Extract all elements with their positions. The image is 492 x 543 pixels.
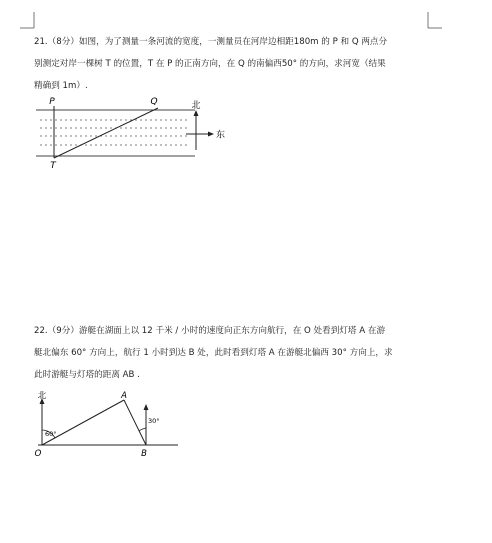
- label-b: B: [141, 449, 147, 459]
- problem-21-river-figure: [30, 94, 270, 174]
- label-o: O: [34, 449, 42, 459]
- compass-east-label: 东: [216, 130, 226, 141]
- segment-ab: [124, 400, 146, 445]
- north-label-o: 北: [37, 391, 47, 401]
- angle-o-label: 60°: [45, 430, 57, 438]
- label-a: A: [121, 391, 127, 401]
- segment-qt: [54, 108, 158, 158]
- compass-rose: [186, 99, 225, 150]
- problem-22-line-3: 此时游艇与灯塔的距离 AB .: [34, 370, 140, 380]
- angle-b-label: 30°: [148, 417, 160, 425]
- label-t: T: [50, 161, 56, 171]
- label-p: P: [49, 97, 55, 107]
- problem-22-lighthouse-figure: [28, 386, 198, 466]
- problem-22-line-2: 艇北偏东 60° 方向上，航行 1 小时到达 B 处，此时看到灯塔 A 在游艇北偏西 30° 方向上，求: [34, 348, 393, 358]
- problem-22-text: [34, 320, 393, 386]
- problem-21-line-1: 21.（8分）如图，为了测量一条河流的宽度，一测量员在河岸边相距180m 的 P 和 Q 两点分: [34, 37, 388, 47]
- problem-22-line-1: 22.（9分）游艇在湖面上以 12 千米 / 小时的速度向正东方向航行，在 O 处看到灯塔 A 在游: [34, 326, 386, 336]
- segment-oa: [42, 400, 124, 445]
- problem-21-text: [34, 31, 387, 97]
- compass-north-label: 北: [191, 101, 201, 111]
- problem-21-line-3: 精确到 1m）.: [34, 81, 88, 91]
- problem-21-line-2: 别测定对岸一棵树 T 的位置，T 在 P 的正南方向，在 Q 的南偏西50° 的方向，求河宽（结果: [34, 59, 386, 69]
- label-q: Q: [150, 97, 158, 107]
- angle-arc-b: [139, 428, 146, 431]
